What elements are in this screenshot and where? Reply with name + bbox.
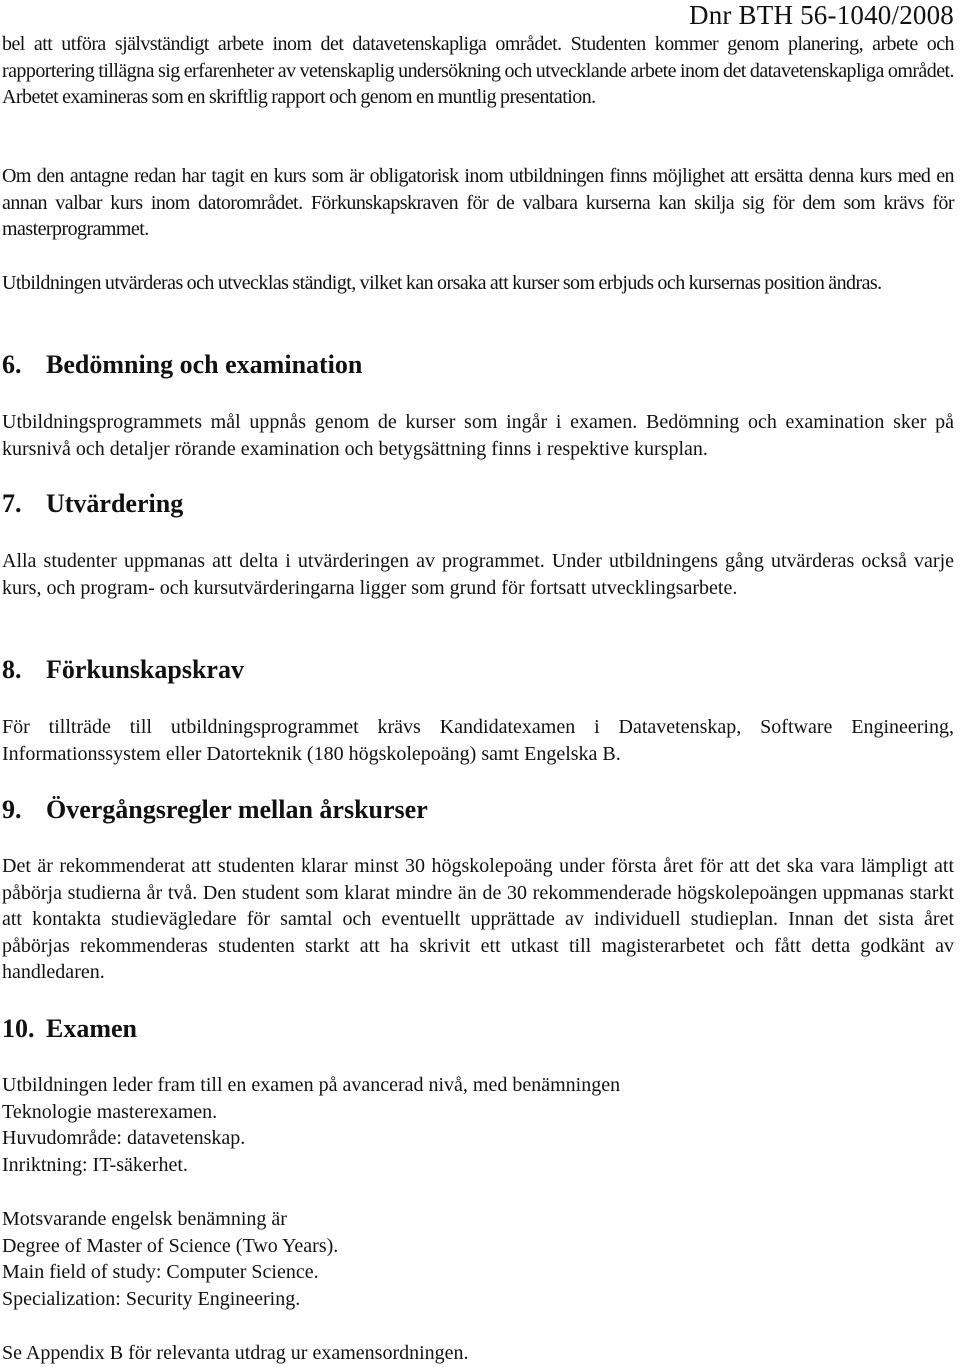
english-degree-title-line: Degree of Master of Science (Two Years). — [2, 1234, 339, 1257]
section-text-prerequisites: För tillträde till utbildningsprogrammet krävs Kandidatexamen i Datavetenskap, Software Engineering, Informationssystem eller Datorteknik (180 högskolepoäng) samt Engelska B. — [2, 716, 954, 765]
section-heading-degree — [2, 1014, 954, 1044]
section-number: 6. — [2, 350, 22, 379]
section-text-evaluation: Alla studenter uppmanas att delta i utvärderingen av programmet. Under utbildningens gång utvärderas också varje kurs, och program- och kursutvärderingarna ligger som grund för fortsatt utvecklingsarbete. — [2, 550, 954, 599]
english-specialization-line: Specialization: Security Engineering. — [2, 1287, 301, 1310]
specialization-line: Inriktning: IT-säkerhet. — [2, 1153, 188, 1176]
section-title: Övergångsregler mellan årskurser — [46, 795, 428, 824]
degree-swedish-block — [2, 1072, 954, 1178]
section-title: Förkunskapskrav — [46, 655, 244, 684]
document-reference-number: Dnr BTH 56-1040/2008 — [689, 0, 954, 30]
english-name-intro-line: Motsvarande engelsk benämning är — [2, 1208, 287, 1230]
section-heading-transition-rules — [2, 795, 954, 825]
english-main-field-line: Main field of study: Computer Science. — [2, 1261, 319, 1284]
main-field-line: Huvudområde: datavetenskap. — [2, 1127, 246, 1150]
section-heading-prerequisites — [2, 655, 954, 685]
replacement-course-paragraph: Om den antagne redan har tagit en kurs som är obligatorisk inom utbildningen finns möjlighet att ersätta denna kurs med en annan valbar kurs inom datorområdet. Förkunskapskraven för de valbara kurserna kan skilja sig för dem som krävs för masterprogrammet. — [2, 165, 954, 241]
section-heading-assessment — [2, 350, 954, 380]
degree-text-line: Utbildningen leder fram till en examen på avancerad nivå, med benämningen — [2, 1074, 621, 1096]
section-number: 7. — [2, 489, 22, 518]
section-title: Utvärdering — [46, 489, 184, 518]
section-text-transition-rules: Det är rekommenderat att studenten klarar minst 30 högskolepoäng under första året för att det ska vara lämpligt att påbörja studierna år två. Den student som klarat mindre än de 30 rekommenderade högskolepoängen uppmanas starkt att kontakta studievägledare för samtal och eventuellt upprättade av individuell studieplan. Innan det sista året påbörjas rekommenderas studenten starkt att ha skrivit ett utkast till magisterarbetet och fått detta godkänt av handledaren. — [2, 855, 954, 984]
section-number: 10. — [2, 1014, 35, 1043]
section-heading-evaluation — [2, 489, 954, 519]
section-number: 9. — [2, 795, 22, 824]
section-text-assessment: Utbildningsprogrammets mål uppnås genom de kurser som ingår i examen. Bedömning och examination sker på kursnivå och detaljer rörande examination och betygsättning finns i respektive kursplan. — [2, 411, 954, 460]
degree-english-block — [2, 1206, 954, 1312]
evaluation-note-paragraph: Utbildningen utvärderas och utvecklas ständigt, vilket kan orsaka att kurser som erbjuds och kursernas position ändras. — [2, 272, 882, 294]
degree-title-line: Teknologie masterexamen. — [2, 1100, 218, 1123]
intro-paragraph: bel att utföra självständigt arbete inom det datavetenskapliga området. Studenten kommer genom planering, arbete och rapportering tillägna sig erfarenheter av vetenskaplig undersökning och utvecklande arbete inom det datavetenskapliga området. Arbetet examineras som en skriftlig rapport och genom en muntlig presentation. — [2, 33, 954, 109]
appendix-reference: Se Appendix B för relevanta utdrag ur examensordningen. — [2, 1342, 469, 1364]
section-title: Bedömning och examination — [46, 350, 363, 379]
section-title: Examen — [46, 1014, 137, 1043]
section-number: 8. — [2, 655, 22, 684]
